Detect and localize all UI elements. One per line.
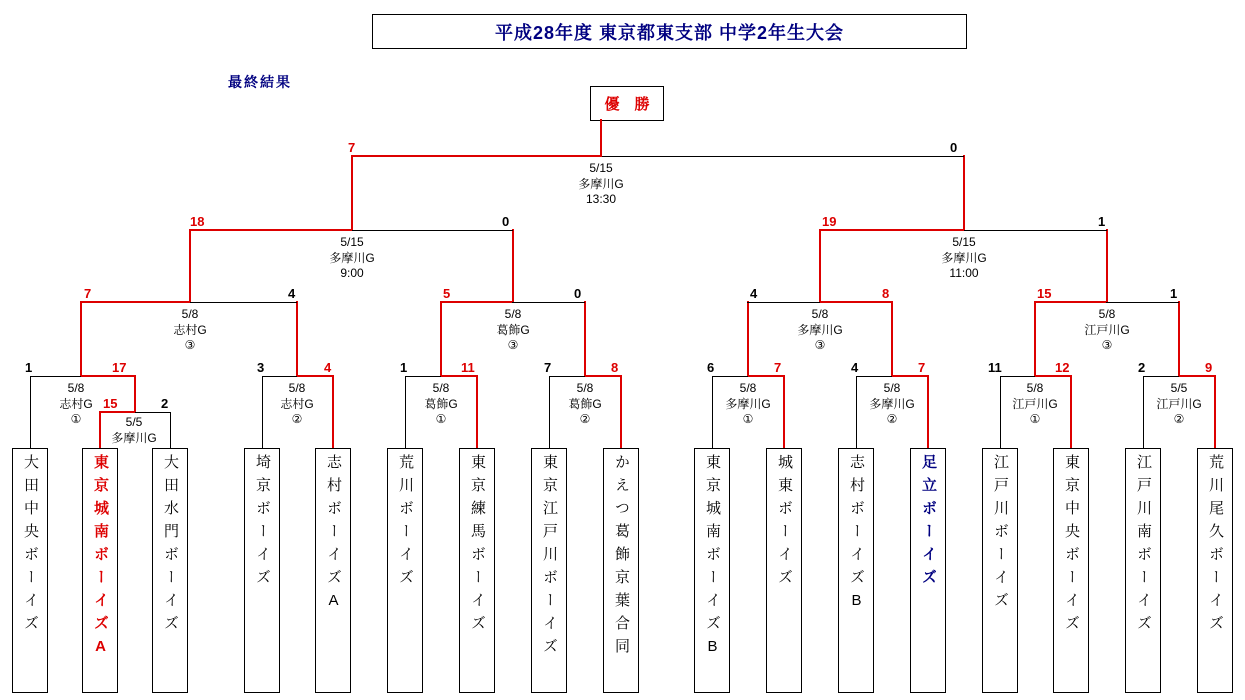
score-qf4-left: 15 (1037, 286, 1052, 301)
score-r1-3-left: 1 (400, 360, 408, 375)
line-qf3-winner (819, 301, 893, 303)
line-r1-2-loser (262, 376, 297, 377)
score-r1-8-left: 2 (1138, 360, 1146, 375)
team-box-14 (982, 448, 1018, 693)
score-r1-2-right: 4 (324, 360, 332, 375)
match-venue: 江戸川G (1156, 396, 1202, 411)
match-date: 5/5 (1170, 381, 1188, 395)
line-qf2-winner (440, 301, 514, 303)
match-venue: 葛飾G (496, 322, 530, 337)
team-name-1: 大田中央ボーイズ (22, 454, 39, 638)
team-box-3 (152, 448, 188, 693)
score-r1-5-right: 7 (774, 360, 782, 375)
match-date: 5/8 (811, 307, 829, 321)
score-qf3-left: 4 (750, 286, 758, 301)
score-qf4-right: 1 (1170, 286, 1178, 301)
score-qf3-right: 8 (882, 286, 890, 301)
match-game-no: ② (579, 412, 591, 426)
match-game-no: ② (291, 412, 303, 426)
match-venue: 多摩川G (869, 396, 915, 411)
line-r1-8-loser (1143, 376, 1179, 377)
team-box-4 (244, 448, 280, 693)
score-final-right: 0 (950, 140, 958, 155)
score-sf2-right: 1 (1098, 214, 1106, 229)
score-r1-6-left: 4 (851, 360, 859, 375)
match-venue: 志村G (59, 396, 93, 411)
team-box-5 (315, 448, 351, 693)
score-r1-2-left: 3 (257, 360, 265, 375)
match-game-no: ② (1173, 412, 1185, 426)
score-r1-4-right: 8 (611, 360, 619, 375)
team-name-7: 東京練馬ボーイズ (469, 454, 486, 638)
score-qf1-right: 4 (288, 286, 296, 301)
line-final-winner (351, 155, 602, 157)
team-name-6: 荒川ボーイズ (397, 454, 414, 592)
match-info-playin (94, 415, 174, 446)
team-name-2: 東京城南ボーイズA (92, 454, 109, 663)
score-r1-5-left: 6 (707, 360, 715, 375)
match-venue: 多摩川G (941, 250, 987, 265)
line-champion-drop (600, 119, 602, 157)
line-playin-junction (134, 375, 136, 413)
line-r1-3-loser (405, 376, 441, 377)
team-name-13: 足立ボーイズ (920, 454, 937, 592)
team-name-14: 江戸川ボーイズ (992, 454, 1009, 615)
team-name-16: 江戸川南ボーイズ (1135, 454, 1152, 638)
team-box-7 (459, 448, 495, 693)
score-r1-6-right: 7 (918, 360, 926, 375)
match-info-qf2 (463, 307, 563, 354)
match-game-no: ① (435, 412, 447, 426)
match-venue: 志村G (280, 396, 314, 411)
match-game-no: ② (886, 412, 898, 426)
score-r1-1-left: 1 (25, 360, 33, 375)
line-r1-7-loser (1000, 376, 1035, 377)
line-r1-7-winner (1034, 375, 1072, 377)
match-date: 5/8 (883, 381, 901, 395)
score-r1-7-right: 12 (1055, 360, 1070, 375)
line-sf2-winner (819, 229, 965, 231)
match-info-qf3 (770, 307, 870, 354)
line-r1-3-winner (440, 375, 478, 377)
match-date: 5/15 (589, 161, 613, 175)
match-time: 9:00 (340, 266, 364, 280)
match-date: 5/8 (1026, 381, 1044, 395)
line-r1-1-junction (80, 301, 82, 377)
line-r1-1-winner (80, 375, 136, 377)
match-date: 5/5 (125, 415, 143, 429)
score-qf2-left: 5 (443, 286, 451, 301)
match-time: 11:00 (949, 266, 979, 280)
match-game-no: ③ (1101, 338, 1113, 352)
match-info-qf4 (1057, 307, 1157, 354)
line-sf1-junction (351, 155, 353, 231)
line-r1-4-junction (584, 301, 586, 377)
match-venue: 多摩川G (797, 322, 843, 337)
line-sf2-junction (963, 155, 965, 231)
match-venue: 多摩川G (111, 430, 157, 445)
line-r1-6-winner (891, 375, 929, 377)
team-name-17: 荒川尾久ボーイズ (1207, 454, 1224, 638)
line-r1-2-winner (296, 375, 334, 377)
score-playin-right: 2 (161, 396, 169, 411)
team-box-15 (1053, 448, 1089, 693)
team-box-9 (603, 448, 639, 693)
score-r1-7-left: 11 (988, 360, 1002, 375)
line-qf2-junction (512, 229, 514, 303)
match-game-no: ① (742, 412, 754, 426)
match-date: 5/8 (67, 381, 85, 395)
line-r1-4-winner (584, 375, 622, 377)
match-info-r1-4 (535, 381, 635, 428)
match-info-qf1 (140, 307, 240, 354)
score-sf2-left: 19 (822, 214, 837, 229)
team-name-8: 東京江戸川ボーイズ (541, 454, 558, 661)
score-r1-3-right: 11 (461, 360, 475, 375)
team-name-12: 志村ボーイズB (848, 454, 865, 617)
match-venue: 志村G (173, 322, 207, 337)
match-info-r1-8 (1129, 381, 1229, 428)
match-venue: 葛飾G (424, 396, 458, 411)
team-name-15: 東京中央ボーイズ (1063, 454, 1080, 638)
match-venue: 江戸川G (1084, 322, 1130, 337)
match-game-no: ① (70, 412, 82, 426)
line-qf1-loser (190, 302, 297, 303)
score-sf1-left: 18 (190, 214, 205, 229)
line-r1-6-junction (891, 301, 893, 377)
match-info-final (551, 161, 651, 208)
champion-label: 優 勝 (604, 96, 650, 113)
team-name-3: 大田水門ボーイズ (162, 454, 179, 638)
tournament-title: 平成28年度 東京都東支部 中学2年生大会 (494, 22, 845, 43)
score-r1-8-right: 9 (1205, 360, 1213, 375)
team-box-10 (694, 448, 730, 693)
team-box-12 (838, 448, 874, 693)
match-venue: 多摩川G (725, 396, 771, 411)
line-r1-5-winner (747, 375, 785, 377)
team-box-17 (1197, 448, 1233, 693)
title-box (372, 14, 967, 49)
match-game-no: ③ (507, 338, 519, 352)
line-r1-5-loser (712, 376, 748, 377)
match-date: 5/8 (181, 307, 199, 321)
match-time: 13:30 (585, 192, 617, 206)
match-venue: 葛飾G (568, 396, 602, 411)
line-qf4-winner (1034, 301, 1108, 303)
match-info-r1-3 (391, 381, 491, 428)
score-sf1-right: 0 (502, 214, 510, 229)
line-qf2-loser (512, 302, 585, 303)
line-r1-8-winner (1178, 375, 1216, 377)
line-r1-8-junction (1178, 301, 1180, 377)
team-box-2 (82, 448, 118, 693)
line-r1-7-junction (1034, 301, 1036, 377)
line-r1-2-junction (296, 301, 298, 377)
match-date: 5/15 (952, 235, 976, 249)
line-r1-1-loser (30, 376, 81, 377)
match-info-r1-6 (842, 381, 942, 428)
line-qf1-winner (80, 301, 191, 303)
team-box-11 (766, 448, 802, 693)
match-date: 5/8 (739, 381, 757, 395)
match-venue: 江戸川G (1012, 396, 1058, 411)
match-venue: 多摩川G (578, 176, 624, 191)
score-r1-1-right: 17 (112, 360, 127, 375)
line-sf1-winner (189, 229, 353, 231)
line-playin-loser (135, 412, 170, 413)
match-info-r1-2 (247, 381, 347, 428)
line-r1-3-junction (440, 301, 442, 377)
final-result-label: 最終結果 (228, 74, 292, 90)
match-game-no: ① (1029, 412, 1041, 426)
match-date: 5/8 (432, 381, 450, 395)
line-qf1-junction (189, 229, 191, 303)
team-name-5: 志村ボーイズA (325, 454, 342, 617)
team-box-16 (1125, 448, 1161, 693)
team-name-9: かえつ葛飾京葉合同 (613, 454, 630, 661)
match-info-r1-7 (985, 381, 1085, 428)
line-qf3-loser (747, 302, 820, 303)
score-r1-4-left: 7 (544, 360, 552, 375)
score-final-left: 7 (348, 140, 356, 155)
line-qf4-junction (1106, 229, 1108, 303)
match-date: 5/8 (576, 381, 594, 395)
match-date: 5/8 (1098, 307, 1116, 321)
team-name-11: 城東ボーイズ (776, 454, 793, 592)
match-info-r1-5 (698, 381, 798, 428)
team-name-4: 埼京ボーイズ (254, 454, 271, 592)
line-qf3-junction (819, 229, 821, 303)
line-qf4-loser (1106, 302, 1179, 303)
match-info-sf1 (302, 235, 402, 282)
team-box-6 (387, 448, 423, 693)
line-sf1-loser (352, 230, 513, 231)
match-date: 5/8 (288, 381, 306, 395)
champion-box (590, 86, 664, 121)
team-box-8 (531, 448, 567, 693)
match-info-sf2 (914, 235, 1014, 282)
team-box-13 (910, 448, 946, 693)
line-r1-5-junction (747, 301, 749, 377)
match-date: 5/8 (504, 307, 522, 321)
team-name-10: 東京城南ボーイズB (704, 454, 721, 663)
match-venue: 多摩川G (329, 250, 375, 265)
score-qf1-left: 7 (84, 286, 92, 301)
match-date: 5/15 (340, 235, 364, 249)
match-game-no: ③ (184, 338, 196, 352)
line-sf2-loser (964, 230, 1107, 231)
score-qf2-right: 0 (574, 286, 582, 301)
line-final-loser (602, 156, 964, 157)
line-r1-6-loser (856, 376, 892, 377)
match-game-no: ③ (814, 338, 826, 352)
team-box-1 (12, 448, 48, 693)
line-r1-4-loser (549, 376, 585, 377)
score-playin-left: 15 (103, 396, 118, 411)
